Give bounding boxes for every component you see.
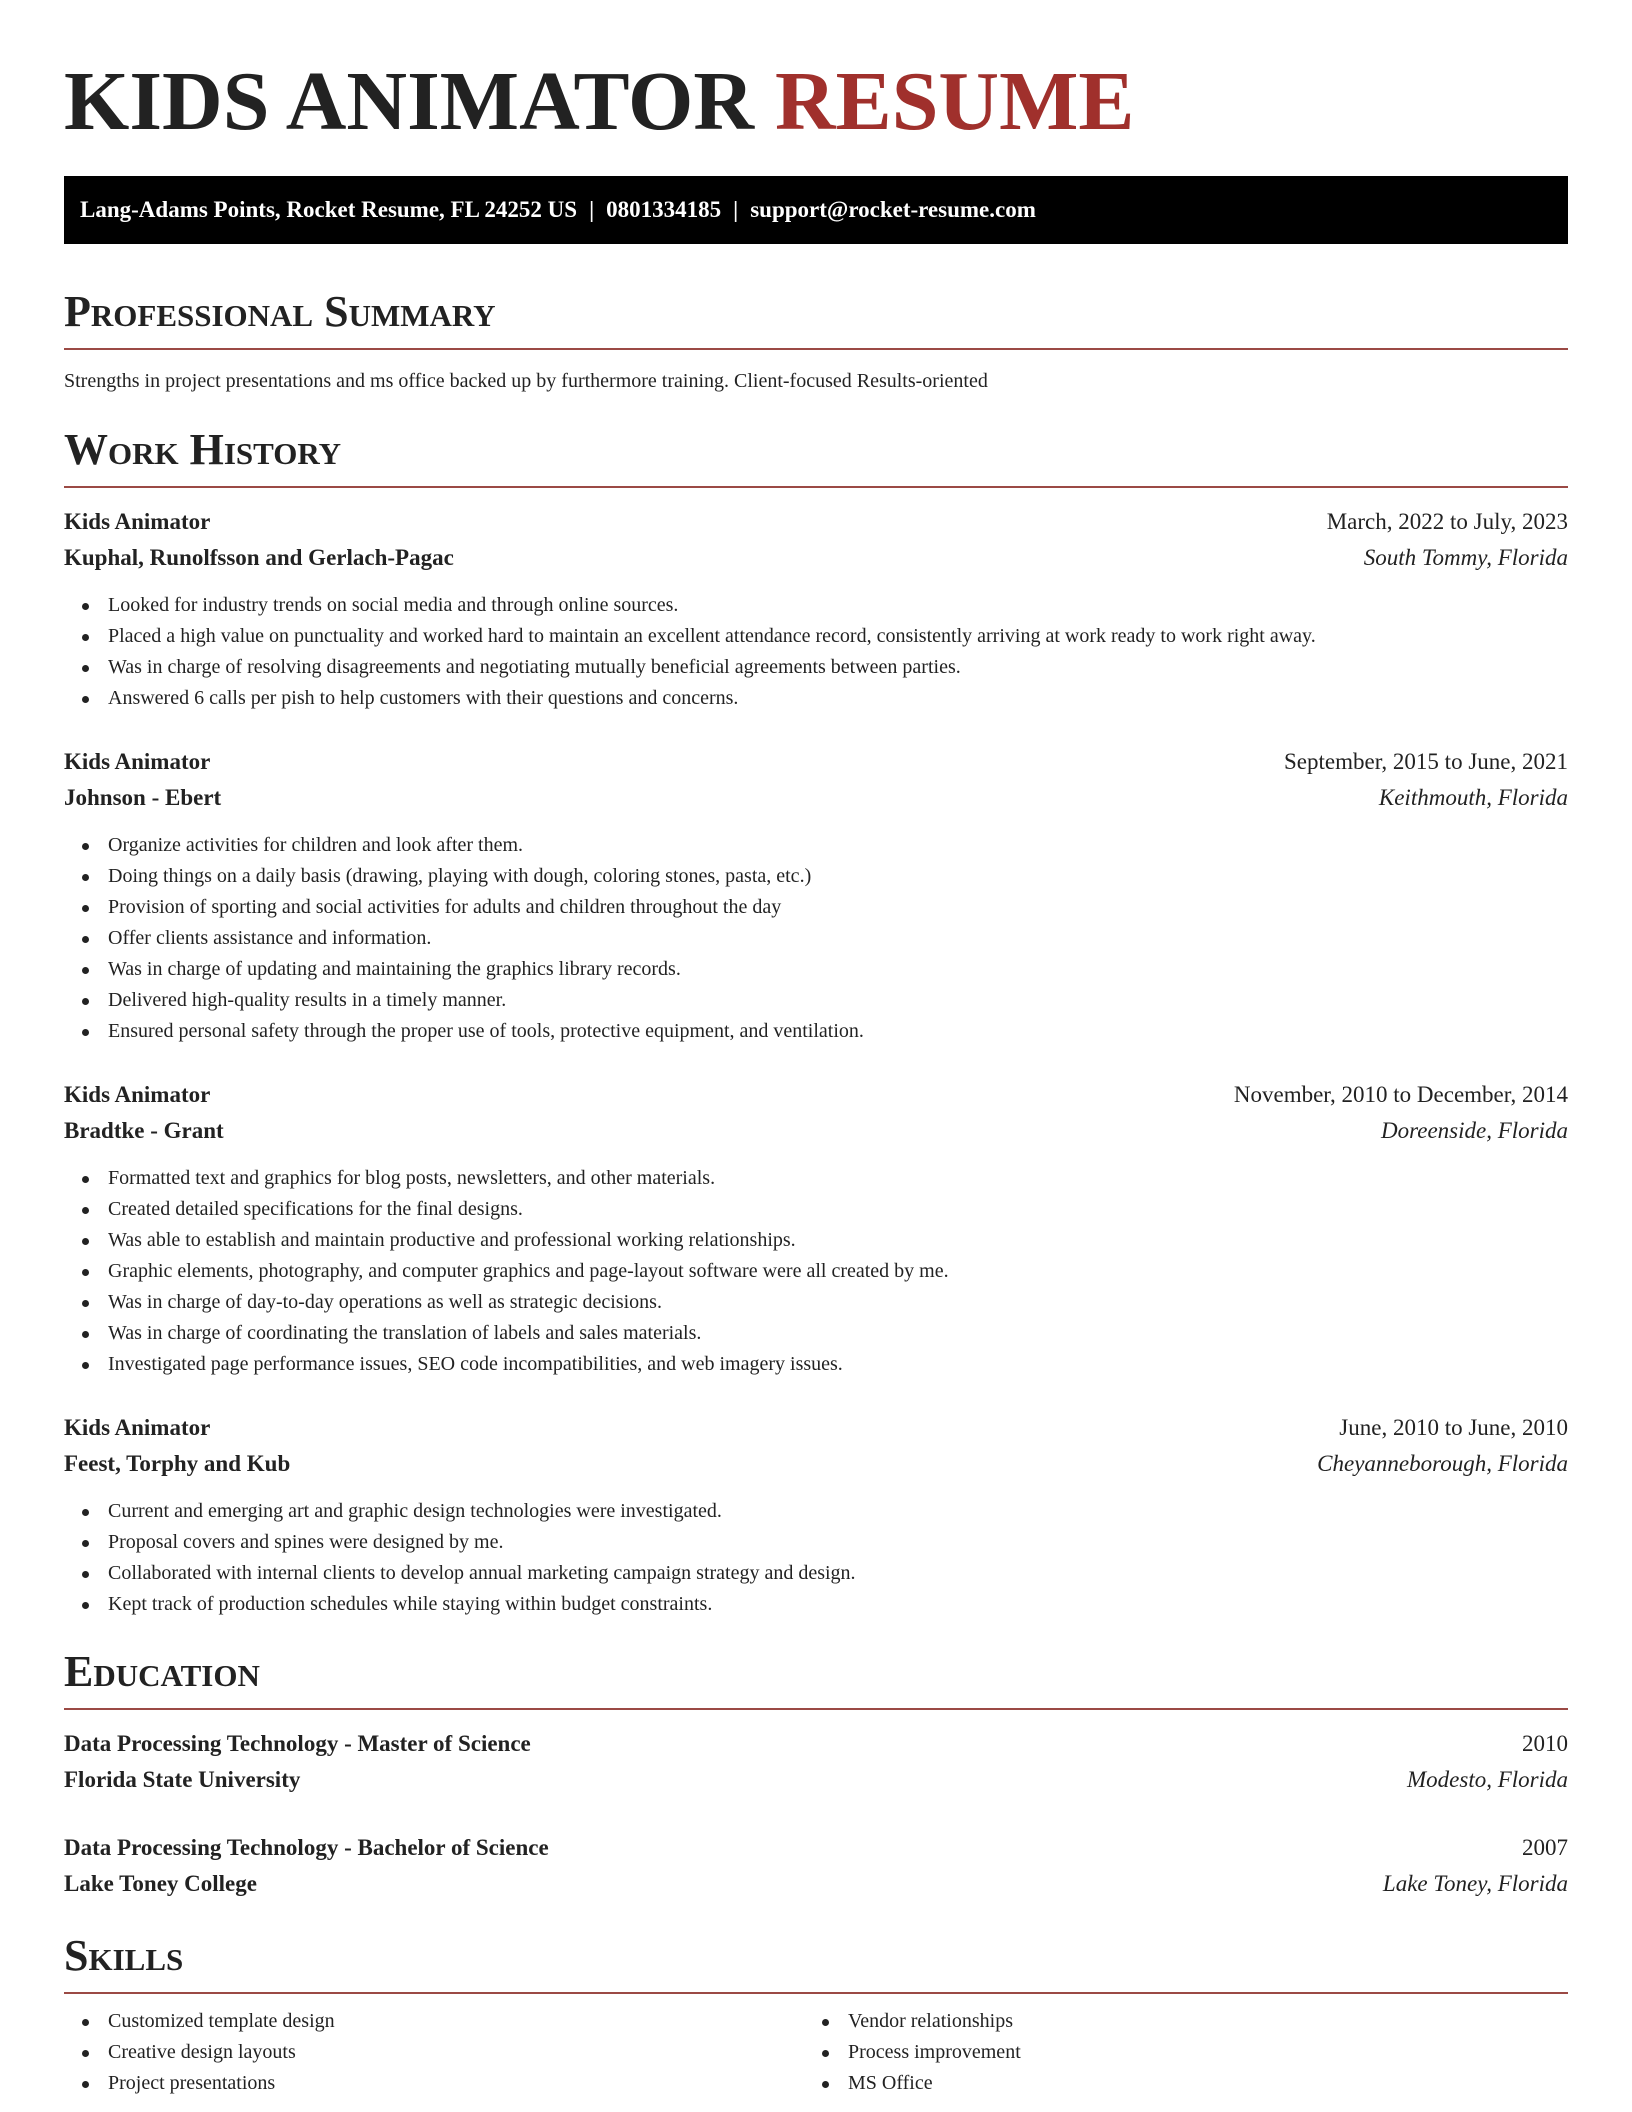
title-main: KIDS ANIMATOR bbox=[64, 55, 755, 148]
contact-separator: | bbox=[589, 197, 595, 222]
list-item: Doing things on a daily basis (drawing, playing with dough, coloring stones, pasta, etc.) bbox=[108, 861, 1568, 892]
list-item: Was in charge of day-to-day operations as well as strategic decisions. bbox=[108, 1287, 1568, 1318]
contact-phone[interactable]: 0801334185 bbox=[606, 197, 722, 222]
list-item: Was in charge of coordinating the translation of labels and sales materials. bbox=[108, 1318, 1568, 1349]
skills-heading: Skills bbox=[64, 1931, 184, 1980]
education-entry bbox=[64, 1830, 1568, 1902]
title-accent: RESUME bbox=[775, 55, 1135, 148]
list-item: Created detailed specifications for the final designs. bbox=[108, 1194, 1568, 1225]
contact-email[interactable]: support@rocket-resume.com bbox=[750, 197, 1036, 222]
job-dates: June, 2010 to June, 2010 bbox=[1339, 1415, 1568, 1440]
job-dates: November, 2010 to December, 2014 bbox=[1233, 1082, 1568, 1107]
job-bullets bbox=[64, 590, 1568, 714]
skill-item: Vendor relationships bbox=[848, 2006, 1544, 2037]
job-entry bbox=[64, 504, 1568, 714]
contact-bar bbox=[64, 176, 1568, 244]
skill-item: MS Office bbox=[848, 2068, 1544, 2099]
job-location: South Tommy, Florida bbox=[1363, 545, 1568, 570]
job-bullets bbox=[64, 1163, 1568, 1380]
skill-item: Project presentations bbox=[108, 2068, 804, 2099]
summary-heading: Professional Summary bbox=[64, 287, 496, 336]
list-item: Was in charge of resolving disagreements and negotiating mutually beneficial agreements between parties. bbox=[108, 652, 1568, 683]
job-location: Cheyanneborough, Florida bbox=[1317, 1451, 1568, 1476]
skills-list-left bbox=[64, 2006, 804, 2099]
list-item: Delivered high-quality results in a timely manner. bbox=[108, 985, 1568, 1016]
list-item: Provision of sporting and social activities for adults and children throughout the day bbox=[108, 892, 1568, 923]
resume-page bbox=[64, 0, 1568, 2099]
list-item: Graphic elements, photography, and computer graphics and page-layout software were all created by me. bbox=[108, 1256, 1568, 1287]
education-school: Lake Toney College bbox=[64, 1871, 257, 1896]
education-degree: Data Processing Technology - Master of Science bbox=[64, 1731, 531, 1756]
job-bullets bbox=[64, 830, 1568, 1047]
job-entry bbox=[64, 1410, 1568, 1620]
education-location: Lake Toney, Florida bbox=[1382, 1871, 1568, 1896]
job-company: Kuphal, Runolfsson and Gerlach-Pagac bbox=[64, 545, 454, 570]
skills-list-right bbox=[804, 2006, 1544, 2099]
contact-separator: | bbox=[733, 197, 739, 222]
list-item: Proposal covers and spines were designed by me. bbox=[108, 1527, 1568, 1558]
list-item: Organize activities for children and look after them. bbox=[108, 830, 1568, 861]
summary-text: Strengths in project presentations and ms office backed up by furthermore training. Client-focused Results-oriented bbox=[64, 370, 988, 392]
skill-item: Process improvement bbox=[848, 2037, 1544, 2068]
summary-section bbox=[64, 286, 1568, 394]
education-year: 2010 bbox=[1522, 1731, 1568, 1756]
section-divider bbox=[64, 1708, 1568, 1710]
job-company: Johnson - Ebert bbox=[64, 785, 222, 810]
section-divider bbox=[64, 486, 1568, 488]
job-title: Kids Animator bbox=[64, 749, 211, 774]
list-item: Current and emerging art and graphic design technologies were investigated. bbox=[108, 1496, 1568, 1527]
work-history-section bbox=[64, 424, 1568, 1620]
education-heading: Education bbox=[64, 1647, 260, 1696]
job-bullets bbox=[64, 1496, 1568, 1620]
list-item: Offer clients assistance and information. bbox=[108, 923, 1568, 954]
job-title: Kids Animator bbox=[64, 1082, 211, 1107]
contact-address: Lang-Adams Points, Rocket Resume, FL 24252 US bbox=[80, 197, 578, 222]
section-divider bbox=[64, 1992, 1568, 1994]
education-entry bbox=[64, 1726, 1568, 1798]
job-dates: September, 2015 to June, 2021 bbox=[1284, 749, 1568, 774]
list-item: Collaborated with internal clients to develop annual marketing campaign strategy and design. bbox=[108, 1558, 1568, 1589]
education-section bbox=[64, 1646, 1568, 1902]
skill-item: Creative design layouts bbox=[108, 2037, 804, 2068]
job-company: Bradtke - Grant bbox=[64, 1118, 224, 1143]
list-item: Formatted text and graphics for blog posts, newsletters, and other materials. bbox=[108, 1163, 1568, 1194]
job-location: Keithmouth, Florida bbox=[1378, 785, 1568, 810]
section-divider bbox=[64, 348, 1568, 350]
job-entry bbox=[64, 1077, 1568, 1380]
job-entry bbox=[64, 744, 1568, 1047]
job-location: Doreenside, Florida bbox=[1381, 1118, 1568, 1143]
education-school: Florida State University bbox=[64, 1767, 301, 1792]
education-year: 2007 bbox=[1522, 1835, 1568, 1860]
education-location: Modesto, Florida bbox=[1407, 1767, 1568, 1792]
job-title: Kids Animator bbox=[64, 509, 211, 534]
list-item: Looked for industry trends on social media and through online sources. bbox=[108, 590, 1568, 621]
job-dates: March, 2022 to July, 2023 bbox=[1326, 509, 1568, 534]
list-item: Was in charge of updating and maintaining the graphics library records. bbox=[108, 954, 1568, 985]
skills-columns bbox=[64, 2006, 1568, 2099]
skills-section bbox=[64, 1930, 1568, 2099]
skill-item: Customized template design bbox=[108, 2006, 804, 2037]
work-history-heading: Work History bbox=[64, 425, 342, 474]
job-title: Kids Animator bbox=[64, 1415, 211, 1440]
list-item: Placed a high value on punctuality and worked hard to maintain an excellent attendance record, consistently arriving at work ready to work right away. bbox=[108, 621, 1568, 652]
list-item: Answered 6 calls per pish to help customers with their questions and concerns. bbox=[108, 683, 1568, 714]
job-company: Feest, Torphy and Kub bbox=[64, 1451, 291, 1476]
list-item: Ensured personal safety through the proper use of tools, protective equipment, and ventilation. bbox=[108, 1016, 1568, 1047]
list-item: Was able to establish and maintain productive and professional working relationships. bbox=[108, 1225, 1568, 1256]
list-item: Kept track of production schedules while staying within budget constraints. bbox=[108, 1589, 1568, 1620]
list-item: Investigated page performance issues, SEO code incompatibilities, and web imagery issues. bbox=[108, 1349, 1568, 1380]
education-degree: Data Processing Technology - Bachelor of Science bbox=[64, 1835, 549, 1860]
resume-title bbox=[64, 0, 1568, 148]
